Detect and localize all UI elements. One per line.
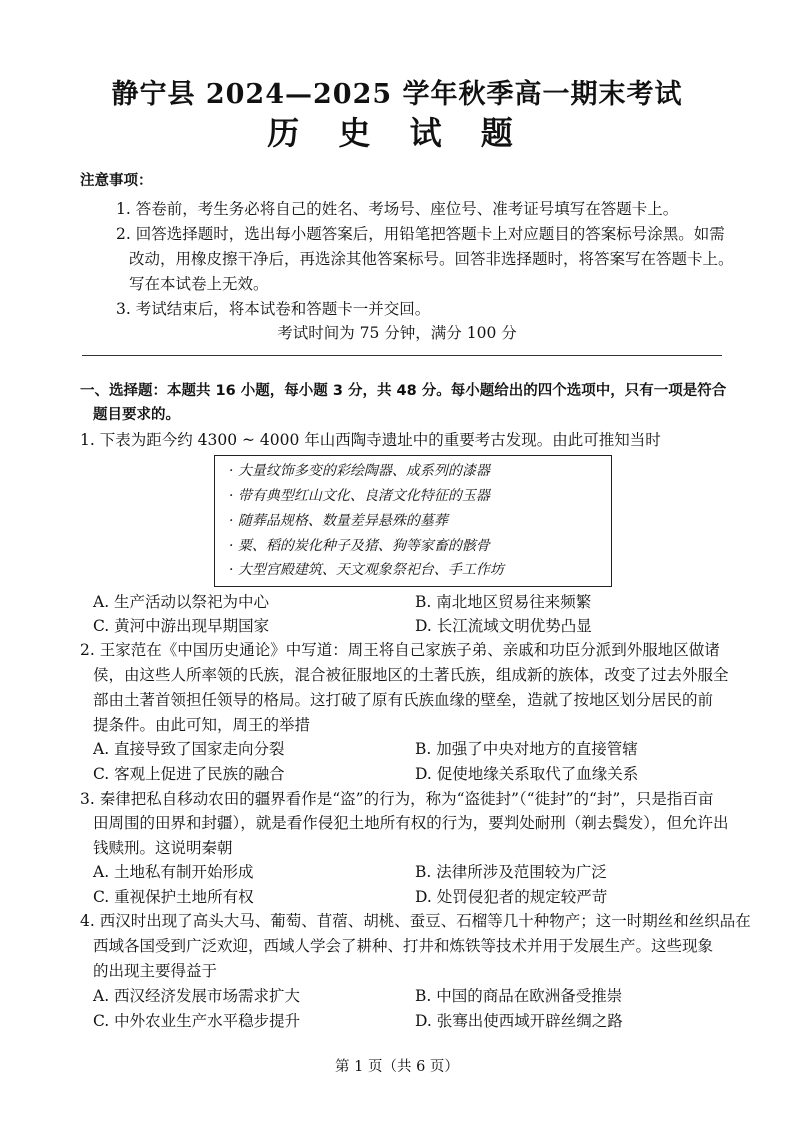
option-a: A. 直接导致了国家走向分裂 <box>93 740 285 758</box>
question-1-table <box>214 455 612 587</box>
table-item: · 粟、稻的炭化种子及猪、狗等家畜的骸骨 <box>229 538 490 554</box>
option-c: C. 客观上促进了民族的融合 <box>93 765 285 783</box>
section-heading-cont: 题目要求的。 <box>93 407 180 423</box>
option-c: C. 重视保护土地所有权 <box>93 888 254 906</box>
question-3-stem: 田周围的田界和封疆），就是看作侵犯土地所有权的行为，要判处耐刑（剃去鬓发），但允许出 <box>93 814 729 832</box>
option-d: D. 处罚侵犯者的规定较严苛 <box>415 888 608 906</box>
option-d: D. 长江流域文明优势凸显 <box>415 617 592 635</box>
notice-line: 改动，用橡皮擦干净后，再选涂其他答案标号。回答非选择题时，将答案写在答题卡上。 <box>129 250 734 268</box>
question-2-stem: 侯，由这些人所率领的氏族，混合被征服地区的土著氏族，组成新的族体，改变了过去外服全 <box>93 666 729 684</box>
subject-title: 历 史 试 题 <box>267 114 527 152</box>
option-a: A. 土地私有制开始形成 <box>93 863 254 881</box>
option-b: B. 南北地区贸易往来频繁 <box>415 593 592 611</box>
option-a: A. 生产活动以祭祀为中心 <box>93 593 270 611</box>
page-number: 第 1 页（共 6 页） <box>335 1059 459 1075</box>
question-2-stem: 提条件。由此可知，周王的举措 <box>93 716 311 734</box>
option-b: B. 加强了中央对地方的直接管辖 <box>415 740 638 758</box>
question-1-stem: 1. 下表为距今约 4300 ~ 4000 年山西陶寺遗址中的重要考古发现。由此可推知当时 <box>80 431 661 449</box>
question-3-stem: 3. 秦律把私自移动农田的疆界看作是“盗”的行为，称为“盗徙封”（“徙封”的“封”，只是指百亩 <box>80 790 714 808</box>
option-d: D. 促使地缘关系取代了血缘关系 <box>415 765 639 783</box>
notice-line: 写在本试卷上无效。 <box>129 275 269 293</box>
table-item: · 大量纹饰多变的彩绘陶器、成系列的漆器 <box>229 463 490 479</box>
question-2-stem: 2. 王家范在《中国历史通论》中写道：周王将自己家族子弟、亲戚和功臣分派到外服地区做诸 <box>80 641 720 659</box>
option-b: B. 法律所涉及范围较为广泛 <box>415 863 607 881</box>
question-2-stem: 部由土著首领担任领导的格局。这打破了原有氏族血缘的壁垒，造就了按地区划分居民的前 <box>93 691 714 709</box>
exam-time-note: 考试时间为 75 分钟，满分 100 分 <box>277 324 517 342</box>
notice-line: 1. 答卷前，考生务必将自己的姓名、考场号、座位号、准考证号填写在答题卡上。 <box>116 200 679 218</box>
notice-heading: 注意事项： <box>80 173 153 189</box>
option-b: B. 中国的商品在欧洲备受推崇 <box>415 987 623 1005</box>
table-item: · 大型宫殿建筑、天文观象祭祀台、手工作坊 <box>229 562 504 578</box>
notice-line: 3. 考试结束后，将本试卷和答题卡一并交回。 <box>116 300 431 318</box>
question-4-stem: 西域各国受到广泛欢迎，西域人学会了耕种、打井和炼铁等技术并用于发展生产。这些现象 <box>93 937 714 955</box>
option-d: D. 张骞出使西域开辟丝绸之路 <box>415 1012 623 1030</box>
question-3-stem: 钱赎刑。这说明秦朝 <box>93 839 233 857</box>
notice-line: 2. 回答选择题时，选出每小题答案后，用铅笔把答题卡上对应题目的答案标号涂黑。如需 <box>116 225 725 243</box>
question-4-stem: 4. 西汉时出现了高头大马、葡萄、苜蓿、胡桃、蚕豆、石榴等几十种物产；这一时期丝和丝织品在 <box>80 912 751 930</box>
table-item: · 随葬品规格、数量差异悬殊的墓葬 <box>229 513 448 529</box>
option-c: C. 黄河中游出现早期国家 <box>93 617 270 635</box>
option-a: A. 西汉经济发展市场需求扩大 <box>93 987 301 1005</box>
option-c: C. 中外农业生产水平稳步提升 <box>93 1012 301 1030</box>
exam-title: 静宁县 2024—2025 学年秋季高一期末考试 <box>111 79 683 110</box>
question-4-stem: 的出现主要得益于 <box>93 962 218 980</box>
table-item: · 带有典型红山文化、良渚文化特征的玉器 <box>229 488 490 504</box>
section-heading: 一、选择题：本题共 16 小题，每小题 3 分，共 48 分。每小题给出的四个选项中，只有一项是符合 <box>80 383 727 399</box>
divider <box>82 355 722 356</box>
